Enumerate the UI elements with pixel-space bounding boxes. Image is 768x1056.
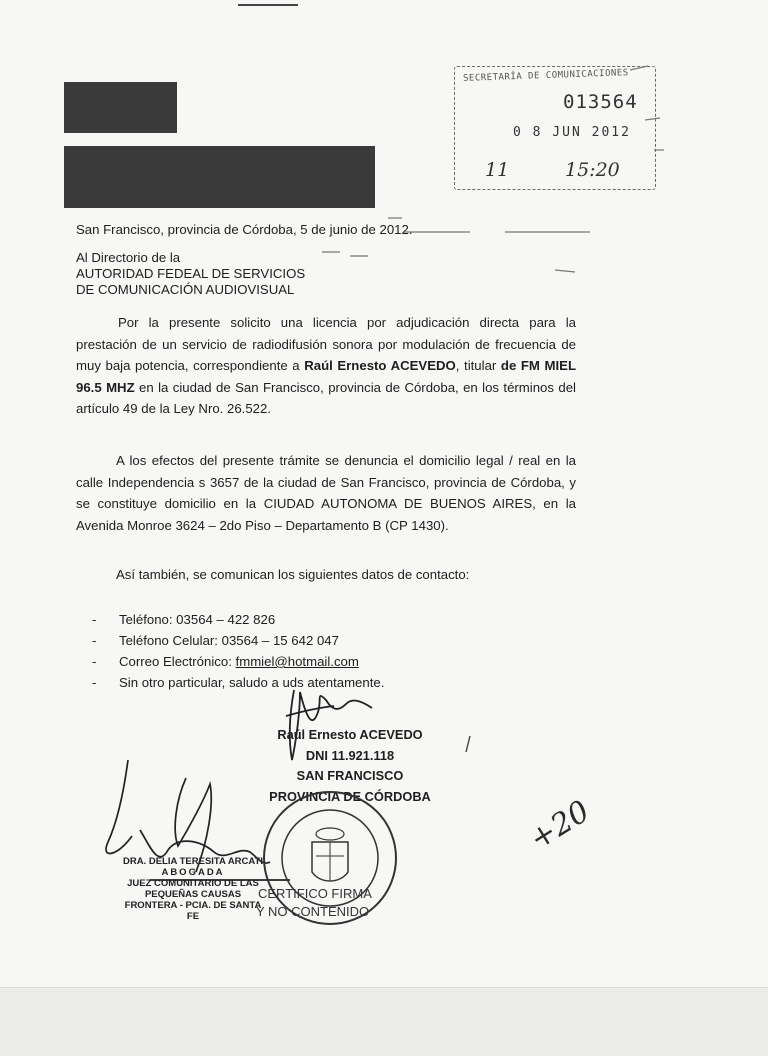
contact-intro: Así también, se comunican los siguientes datos de contacto:: [116, 567, 470, 582]
stray-marks: [322, 66, 664, 272]
notary-name: DRA. DELIA TERESITA ARCATI: [122, 856, 264, 867]
domicile-paragraph: A los efectos del presente trámite se denuncia el domicilio legal / real en la calle Independencia s 3657 de la ciudad de San Francisco, provincia de Córdoba, y se constituye domicilio en la CIUDAD AUTONOMA DE BUENOS AIRES, en la Avenida Monroe 3624 – 2do Piso – Departamento B (CP 1430).: [76, 453, 576, 533]
station-name: de FM MIEL 96.5 MHZ: [76, 358, 576, 395]
stamp-header: SECRETARÍA DE COMUNICACIONES: [462, 68, 629, 84]
request-text-a: Por la presente solicito una licencia por adjudicación directa para la prestación de un servicio de radiodifusión sonora por modulación de frecuencia de muy baja potencia, correspondiente a: [76, 315, 576, 374]
notary-signature: [106, 760, 290, 880]
certification-line-2: Y NO CONTENIDO: [256, 904, 370, 919]
applicant-name: Raúl Ernesto ACEVEDO: [304, 358, 456, 374]
applicant-signature: [286, 690, 372, 760]
stamp-handwritten-folio: 11: [485, 159, 510, 181]
margin-handwritten-note: +20: [523, 793, 596, 858]
stamp-handwritten-time: 15:20: [565, 159, 620, 181]
list-item: - Sin otro particular, saludo a uds atentamente.: [92, 675, 385, 690]
certification-line-1: CERTIFICO FIRMA: [258, 886, 372, 901]
stamp-number: 013564: [563, 91, 638, 113]
list-item: - Correo Electrónico: fmmiel@hotmail.com: [92, 654, 359, 669]
scan-bottom-margin: [0, 987, 768, 1056]
signer-city: SAN FRANCISCO: [296, 768, 404, 783]
notary-title: ABOGADA: [161, 867, 225, 878]
signer-name: Raúl Ernesto ACEVEDO: [277, 727, 423, 742]
court-seal: [264, 792, 396, 924]
closing-line: Sin otro particular, saludo a uds atentamente.: [119, 675, 385, 690]
email-label: Correo Electrónico:: [119, 654, 236, 669]
recipient-line-1: Al Directorio de la: [76, 250, 181, 265]
request-text-b: , titular: [455, 358, 501, 374]
phone-line: Teléfono: 03564 – 422 826: [119, 612, 276, 627]
signer-dni: DNI 11.921.118: [305, 747, 395, 763]
notary-court: PEQUEÑAS CAUSAS: [144, 889, 242, 900]
recipient-line-2: AUTORIDAD FEDEAL DE SERVICIOS: [76, 266, 306, 281]
request-text-c: en la ciudad de San Francisco, provincia de Córdoba, en los términos del artículo 49 de la Ley Nro. 26.522.: [76, 379, 576, 417]
stamp-date: 0 8 JUN 2012: [513, 125, 631, 140]
signer-province: PROVINCIA DE CÓRDOBA: [269, 788, 431, 804]
notary-role: JUEZ COMUNITARIO DE LAS: [127, 878, 259, 889]
email-link[interactable]: fmmiel@hotmail.com: [235, 654, 359, 669]
place-date-line: San Francisco, provincia de Córdoba, 5 de junio de 2012.: [76, 222, 413, 237]
small-mark: [466, 736, 470, 752]
list-item: - Teléfono Celular: 03564 – 15 642 047: [92, 633, 339, 648]
list-item: - Teléfono: 03564 – 422 826: [92, 612, 276, 627]
notary-location: FRONTERA - PCIA. DE SANTA FE: [124, 900, 262, 922]
recipient-line-3: DE COMUNICACIÓN AUDIOVISUAL: [76, 282, 295, 297]
mobile-line: Teléfono Celular: 03564 – 15 642 047: [119, 633, 339, 648]
